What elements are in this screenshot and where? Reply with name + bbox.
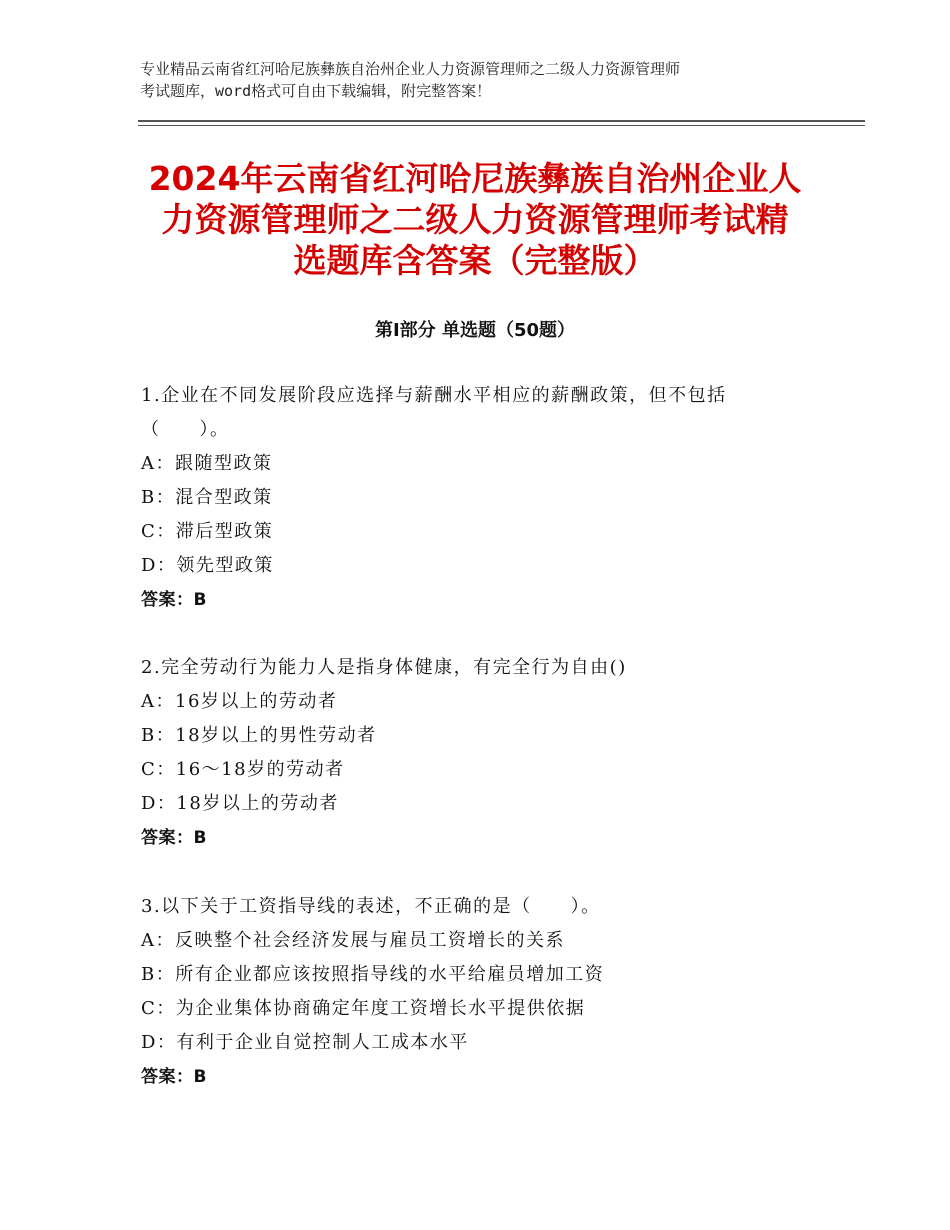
header-rule-thick (138, 120, 865, 122)
option-d: D：领先型政策 (141, 555, 274, 576)
question-stem: 1.企业在不同发展阶段应选择与薪酬水平相应的薪酬政策，但不包括 (141, 385, 727, 406)
option-b: B：混合型政策 (141, 487, 273, 508)
option-b: B：18岁以上的男性劳动者 (141, 725, 377, 746)
question-stem: 3.以下关于工资指导线的表述，不正确的是（ ）。 (141, 896, 601, 917)
header-note-line-1: 专业精品云南省红河哈尼族彝族自治州企业人力资源管理师之二级人力资源管理师 (140, 60, 681, 78)
answer: 答案：B (141, 590, 207, 610)
question-stem-continued: （ ）。 (141, 419, 230, 440)
question-stem: 2.完全劳动行为能力人是指身体健康，有完全行为自由() (141, 657, 627, 678)
option-a: A：反映整个社会经济发展与雇员工资增长的关系 (141, 930, 565, 951)
document-title (100, 158, 850, 281)
option-c: C：16～18岁的劳动者 (141, 759, 345, 780)
option-c: C：滞后型政策 (141, 521, 274, 542)
header-rule-thin (138, 125, 865, 126)
header-note (140, 58, 830, 102)
question-3 (141, 893, 841, 1097)
option-d: D：18岁以上的劳动者 (141, 793, 339, 814)
option-a: A：跟随型政策 (141, 453, 273, 474)
answer: 答案：B (141, 828, 207, 848)
question-2 (141, 654, 841, 858)
option-c: C：为企业集体协商确定年度工资增长水平提供依据 (141, 998, 586, 1019)
option-b: B：所有企业都应该按照指导线的水平给雇员增加工资 (141, 964, 605, 985)
document-title-line-1: 2024年云南省红河哈尼族彝族自治州企业人 (148, 159, 802, 198)
option-d: D：有利于企业自觉控制人工成本水平 (141, 1032, 469, 1053)
option-a: A：16岁以上的劳动者 (141, 691, 338, 712)
question-1 (141, 382, 841, 620)
answer: 答案：B (141, 1067, 207, 1087)
document-title-line-3: 选题库含答案（完整版） (293, 241, 657, 280)
section-heading: 第Ⅰ部分 单选题（50题） (374, 320, 575, 341)
document-title-line-2: 力资源管理师之二级人力资源管理师考试精 (161, 200, 789, 239)
header-note-line-2: 考试题库，word格式可自由下载编辑，附完整答案！ (140, 82, 492, 100)
